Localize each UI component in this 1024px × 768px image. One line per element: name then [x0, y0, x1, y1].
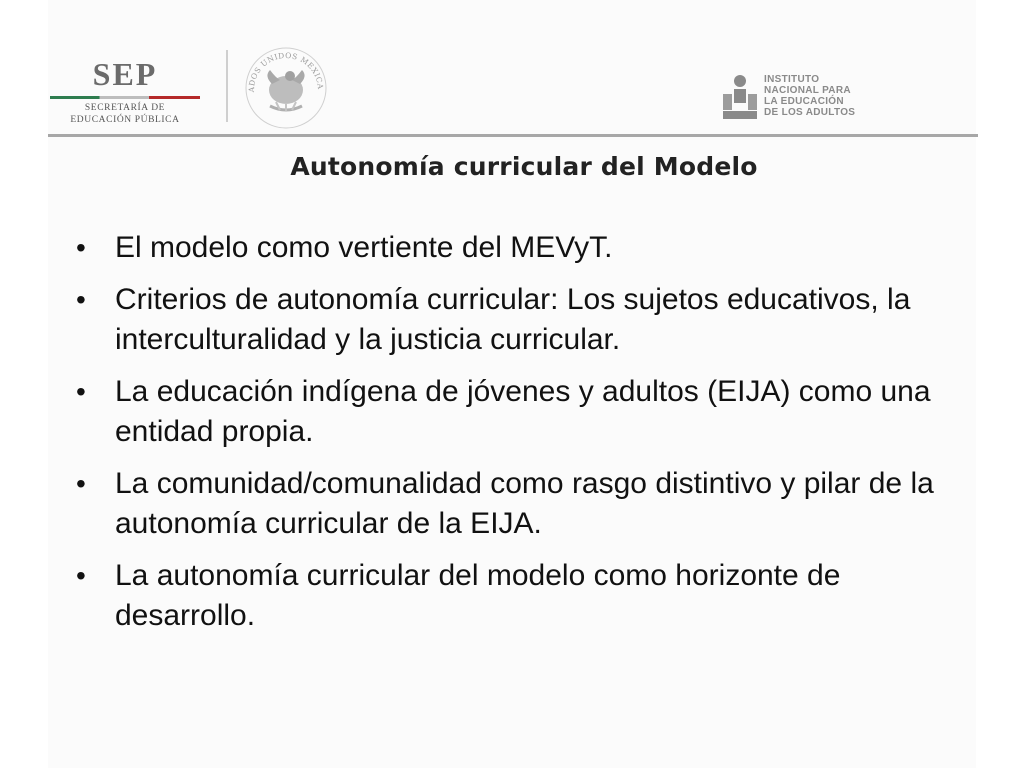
list-item: [76, 372, 976, 452]
sep-tricolor-bar: [50, 96, 200, 99]
bullet-icon: •: [76, 560, 86, 591]
bullet-list: [76, 228, 976, 648]
inea-logo: [722, 74, 872, 122]
bullet-text: La autonomía curricular del modelo como horizonte de desarrollo.: [115, 559, 841, 632]
inea-figure-icon: [722, 74, 758, 120]
inea-line: LA EDUCACIÓN: [764, 96, 844, 107]
header-divider: [48, 134, 978, 137]
bullet-text: El modelo como vertiente del MEVyT.: [115, 231, 613, 264]
logo-divider: [226, 50, 228, 122]
national-seal-icon: [240, 40, 332, 132]
list-item: [76, 464, 976, 544]
sep-subtitle-line1: SECRETARÍA DE: [84, 103, 166, 113]
sep-logo: [50, 52, 200, 124]
sep-subtitle-line2: EDUCACIÓN PÚBLICA: [70, 115, 180, 125]
inea-line: DE LOS ADULTOS: [764, 107, 856, 118]
bullet-icon: •: [76, 468, 86, 499]
sep-acronym: SEP: [92, 56, 158, 92]
bullet-text: La educación indígena de jóvenes y adultos (EIJA) como una entidad propia.: [115, 375, 931, 448]
inea-line: INSTITUTO: [764, 74, 820, 85]
inea-line: NACIONAL PARA: [764, 85, 851, 96]
list-item: [76, 280, 976, 360]
bullet-icon: •: [76, 232, 86, 263]
list-item: [76, 228, 976, 268]
inea-name: [764, 74, 855, 118]
bullet-text: La comunidad/comunalidad como rasgo distintivo y pilar de la autonomía curricular de la EIJA.: [115, 467, 934, 540]
bullet-text: Criterios de autonomía curricular: Los sujetos educativos, la interculturalidad y la justicia curricular.: [115, 283, 911, 356]
slide-title: Autonomía curricular del Modelo: [290, 152, 758, 181]
list-item: [76, 556, 976, 636]
seal-text: ADOS UNIDOS MEXICA: [246, 50, 326, 93]
bullet-icon: •: [76, 376, 86, 407]
bullet-icon: •: [76, 284, 86, 315]
